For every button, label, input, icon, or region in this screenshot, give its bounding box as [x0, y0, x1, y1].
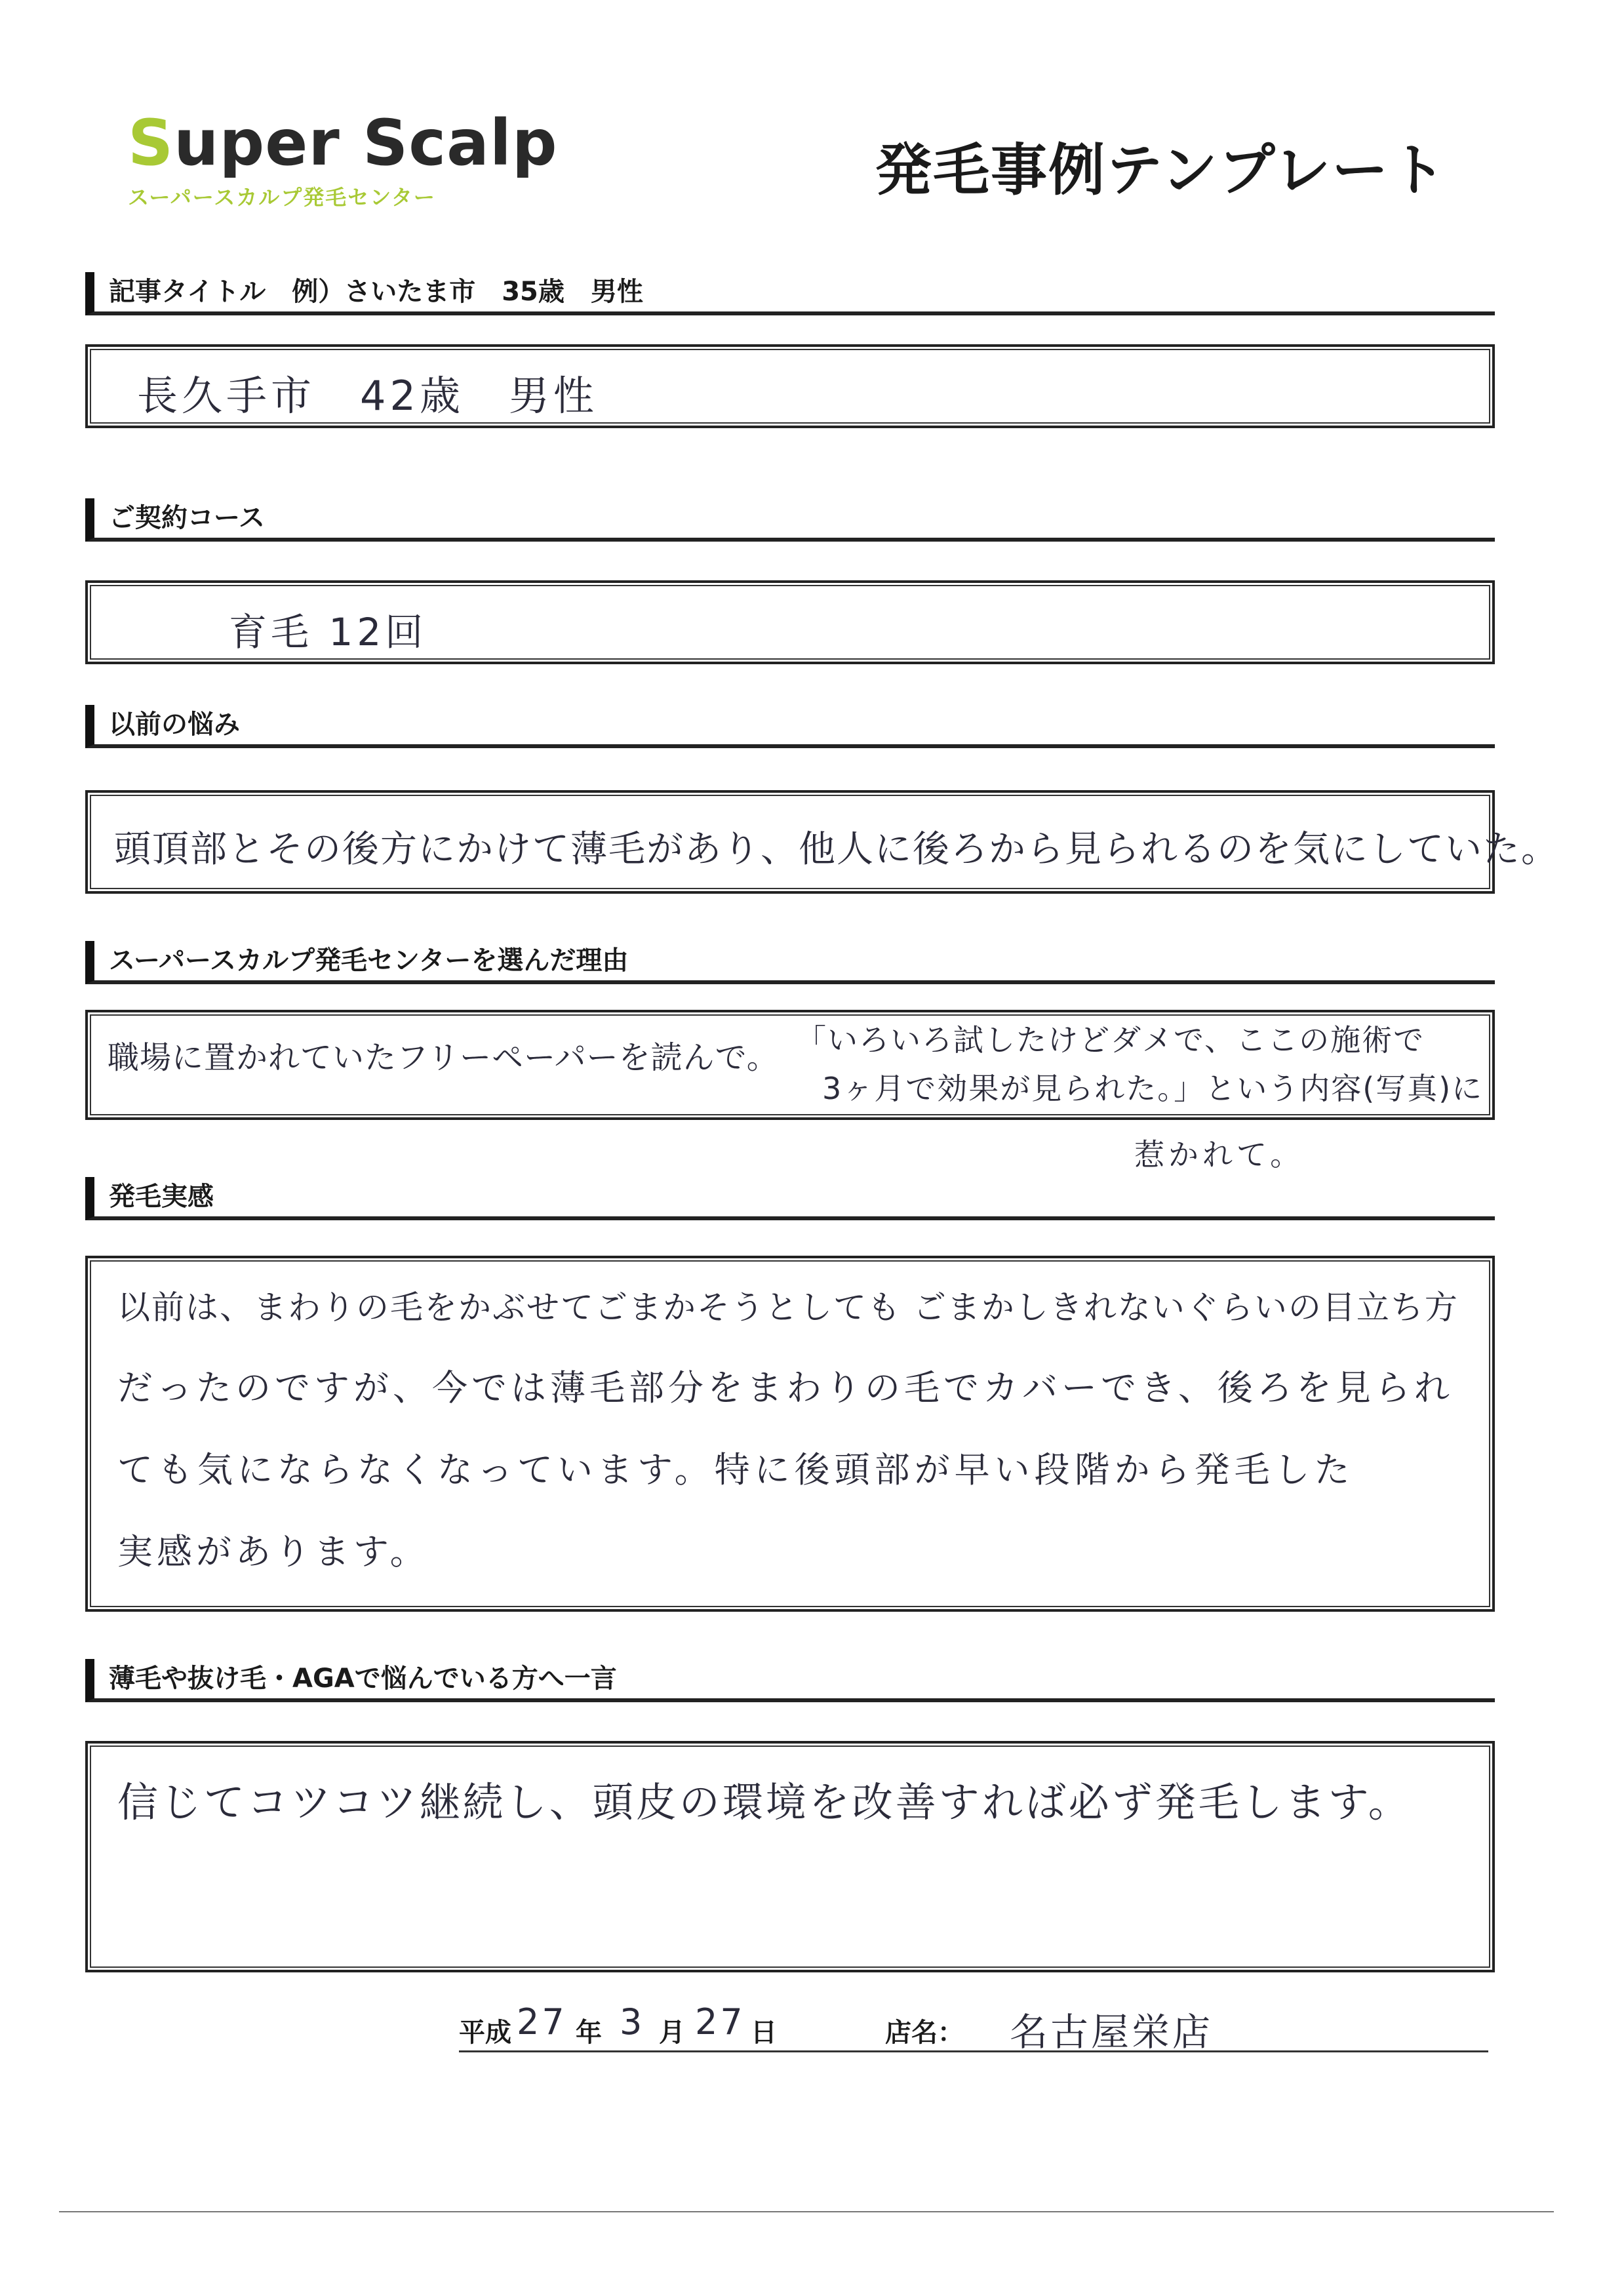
section-experience — [85, 1177, 1495, 1572]
section-previous-concern — [85, 705, 1559, 871]
store-label: 店名： — [885, 2018, 964, 2048]
section-heading: 記事タイトル 例）さいたま市 35歳 男性 — [85, 272, 1495, 315]
answer-box — [85, 344, 1495, 428]
handwritten-answer-line: 「いろいろ試したけどダメで、ここの施術で — [796, 1022, 1425, 1058]
handwritten-answer-line: 惹かれて。 — [1134, 1137, 1305, 1172]
handwritten-answer-line: 以前は、まわりの毛をかぶせてごまかそうとしても ごまかしきれないぐらいの目立ち方 — [117, 1288, 1459, 1327]
bottom-divider — [59, 2211, 1554, 2212]
section-heading: 以前の悩み — [85, 705, 1495, 748]
store-name: 名古屋栄店 — [1010, 2010, 1214, 2054]
footer-date-store — [459, 1993, 1488, 2052]
year-value: 27 — [517, 2001, 567, 2043]
footer-underline — [459, 2050, 1488, 2052]
document-title: 発毛事例テンプレート — [875, 138, 1448, 203]
year-label: 年 — [576, 2018, 602, 2048]
section-message — [85, 1659, 1495, 1826]
brand-logo — [128, 106, 558, 211]
answer-box — [85, 790, 1559, 894]
handwritten-answer: 頭頂部とその後方にかけて薄毛があり、他人に後ろから見られるのを気にしていた。 — [114, 828, 1559, 871]
section-course — [85, 498, 1495, 654]
handwritten-answer-line: 実感があります。 — [117, 1531, 429, 1572]
logo-text: Super Scalp — [128, 106, 558, 180]
month-label: 月 — [659, 2018, 685, 2048]
section-heading: スーパースカルプ発毛センターを選んだ理由 — [85, 941, 1495, 984]
era-label: 平成 — [459, 2018, 511, 2048]
section-article-title — [85, 272, 1495, 420]
section-heading: ご契約コース — [85, 498, 1495, 542]
answer-box — [85, 1010, 1495, 1120]
section-heading: 薄毛や抜け毛・AGAで悩んでいる方へ一言 — [85, 1659, 1495, 1702]
answer-box — [85, 580, 1495, 664]
answer-box — [85, 1741, 1495, 1972]
logo-subtitle: スーパースカルプ発毛センター — [128, 185, 436, 210]
handwritten-answer-line: ても気にならなくなっています。特に後頭部が早い段階から発毛した — [117, 1449, 1355, 1490]
handwritten-answer-line: 職場に置かれていたフリーペーパーを読んで。 — [108, 1039, 779, 1076]
month-value: 3 — [620, 2001, 645, 2043]
handwritten-answer: 信じてコツコツ継続し、頭皮の環境を改善すれば必ず発毛します。 — [117, 1778, 1412, 1826]
section-reason — [85, 941, 1495, 1172]
answer-box — [85, 1256, 1495, 1612]
handwritten-answer: 長久手市 42歳 男性 — [137, 372, 598, 420]
handwritten-answer: 育毛 12回 — [229, 610, 427, 654]
handwritten-answer-line: 3ヶ月で効果が見られた。」という内容(写真)に — [822, 1071, 1484, 1106]
handwritten-answer-line: だったのですが、今では薄毛部分をまわりの毛でカバーでき、後ろを見られ — [117, 1367, 1454, 1408]
section-heading: 発毛実感 — [85, 1177, 1495, 1220]
day-value: 27 — [695, 2001, 745, 2043]
day-label: 日 — [751, 2018, 777, 2048]
